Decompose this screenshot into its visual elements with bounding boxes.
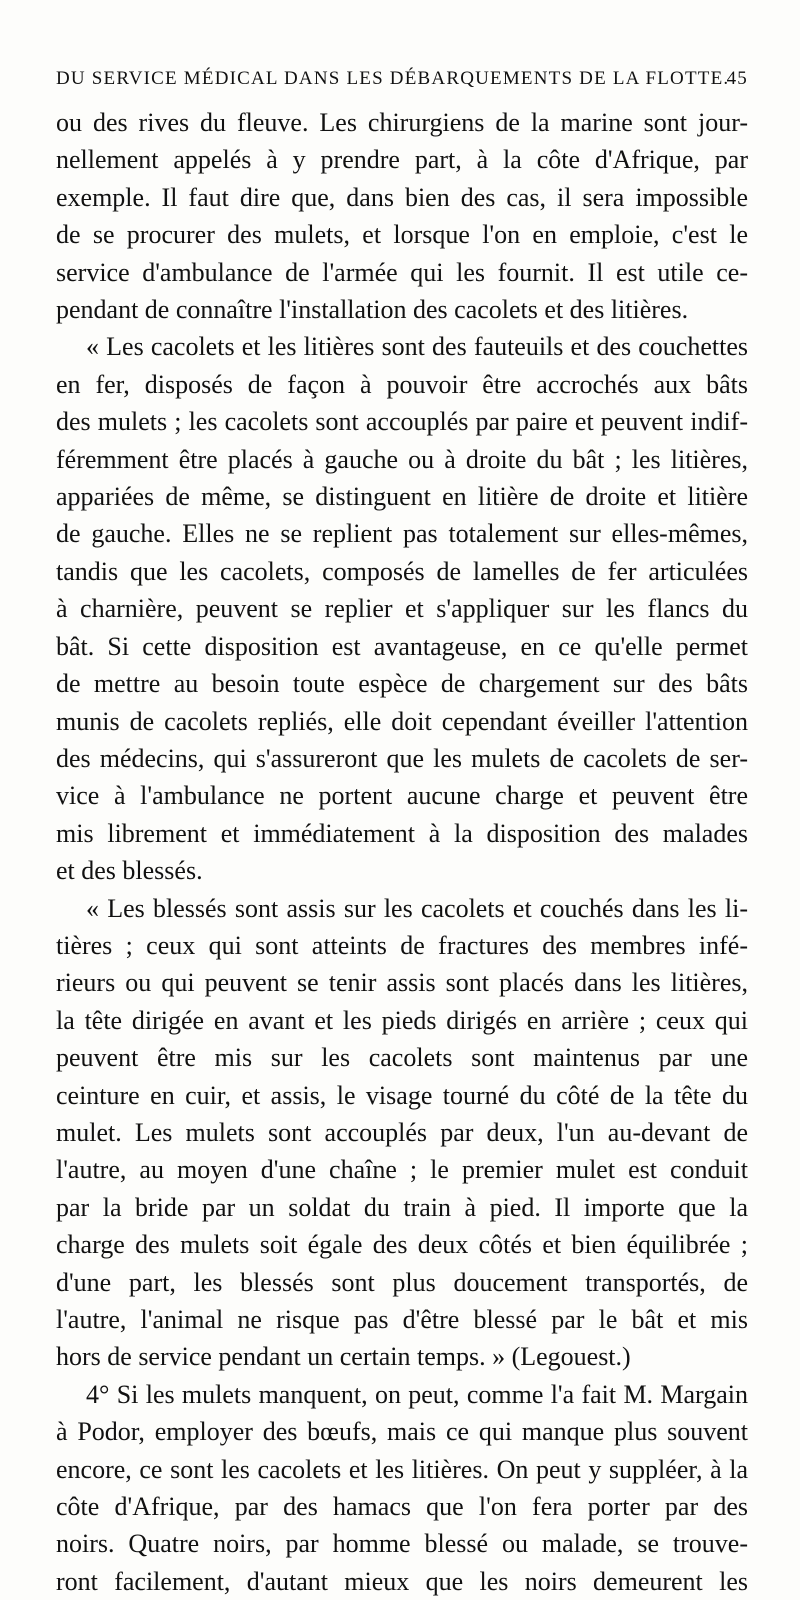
body-text xyxy=(56,104,748,1600)
text-line: charge des mulets soit égale des deux côtés et bien équilibrée ; xyxy=(56,1230,748,1260)
text-line: de mettre au besoin toute espèce de chargement sur des bâts xyxy=(56,669,748,699)
text-line: ou des rives du fleuve. Les chirurgiens de la marine sont jour- xyxy=(56,108,748,137)
text-line: à charnière, peuvent se replier et s'appliquer sur les flancs du xyxy=(56,594,748,624)
text-line: en fer, disposés de façon à pouvoir être accrochés aux bâts xyxy=(56,369,748,399)
text-line: hors de service pendant un certain temps. » (Legouest.) xyxy=(56,1342,631,1372)
text-line: mis librement et immédiatement à la disposition des malades xyxy=(56,818,748,848)
running-head xyxy=(56,58,748,92)
text-line: nellement appelés à y prendre part, à la côte d'Afrique, par xyxy=(56,145,748,175)
text-line: « Les cacolets et les litières sont des fauteuils et des couchettes xyxy=(86,332,748,362)
text-line: mulet. Les mulets sont accouplés par deux, l'un au-devant de xyxy=(56,1117,748,1147)
text-line: rieurs ou qui peuvent se tenir assis sont placés dans les litières, xyxy=(56,968,748,998)
text-line: côte d'Afrique, par des hamacs que l'on fera porter par des xyxy=(56,1492,748,1522)
text-line: des médecins, qui s'assureront que les mulets de cacolets de ser- xyxy=(56,743,748,773)
text-line: la tête dirigée en avant et les pieds dirigés en arrière ; ceux qui xyxy=(56,1005,748,1035)
running-head-title: DU SERVICE MÉDICAL DANS LES DÉBARQUEMENTS DE LA FLOTTE. xyxy=(56,68,730,89)
text-line: de gauche. Elles ne se replient pas totalement sur elles-mêmes, xyxy=(56,519,748,549)
text-line: munis de cacolets repliés, elle doit cependant éveiller l'attention xyxy=(56,706,748,736)
text-line: noirs. Quatre noirs, par homme blessé ou malade, se trouve- xyxy=(56,1529,748,1559)
text-line: service d'ambulance de l'armée qui les fournit. Il est utile ce- xyxy=(56,257,748,287)
text-line: d'une part, les blessés sont plus doucement transportés, de xyxy=(56,1267,748,1297)
text-line: à Podor, employer des bœufs, mais ce qui manque plus souvent xyxy=(56,1417,748,1447)
text-line: bât. Si cette disposition est avantageuse, en ce qu'elle permet xyxy=(56,631,748,661)
text-line: ront facilement, d'autant mieux que les noirs demeurent les xyxy=(56,1566,748,1596)
text-line: peuvent être mis sur les cacolets sont maintenus par une xyxy=(56,1043,748,1073)
text-line: féremment être placés à gauche ou à droite du bât ; les litières, xyxy=(56,444,748,474)
text-line: l'autre, l'animal ne risque pas d'être blessé par le bât et mis xyxy=(56,1305,748,1334)
text-line: de se procurer des mulets, et lorsque l'on en emploie, c'est le xyxy=(56,220,748,250)
text-line: et des blessés. xyxy=(56,856,203,886)
text-line: « Les blessés sont assis sur les cacolets et couchés dans les li- xyxy=(86,893,748,923)
text-line: par la bride par un soldat du train à pied. Il importe que la xyxy=(56,1192,748,1222)
text-line: appariées de même, se distinguent en litière de droite et litière xyxy=(56,482,748,512)
text-line: l'autre, au moyen d'une chaîne ; le premier mulet est conduit xyxy=(56,1155,748,1185)
book-page xyxy=(56,58,748,1600)
text-line: des mulets ; les cacolets sont accouplés par paire et peuvent indif- xyxy=(56,407,748,437)
text-line: vice à l'ambulance ne portent aucune charge et peuvent être xyxy=(56,781,748,811)
text-line: exemple. Il faut dire que, dans bien des cas, il sera impossible xyxy=(56,182,748,212)
page-number: 45 xyxy=(726,68,748,89)
text-line: tières ; ceux qui sont atteints de fractures des membres infé- xyxy=(56,930,748,960)
text-line: encore, ce sont les cacolets et les litières. On peut y suppléer, à la xyxy=(56,1454,748,1484)
text-line: 4° Si les mulets manquent, on peut, comme l'a fait M. Margain xyxy=(86,1379,748,1409)
text-line: ceinture en cuir, et assis, le visage tourné du côté de la tête du xyxy=(56,1080,748,1110)
text-line: pendant de connaître l'installation des cacolets et des litières. xyxy=(56,295,689,325)
text-line: tandis que les cacolets, composés de lamelles de fer articulées xyxy=(56,556,748,586)
